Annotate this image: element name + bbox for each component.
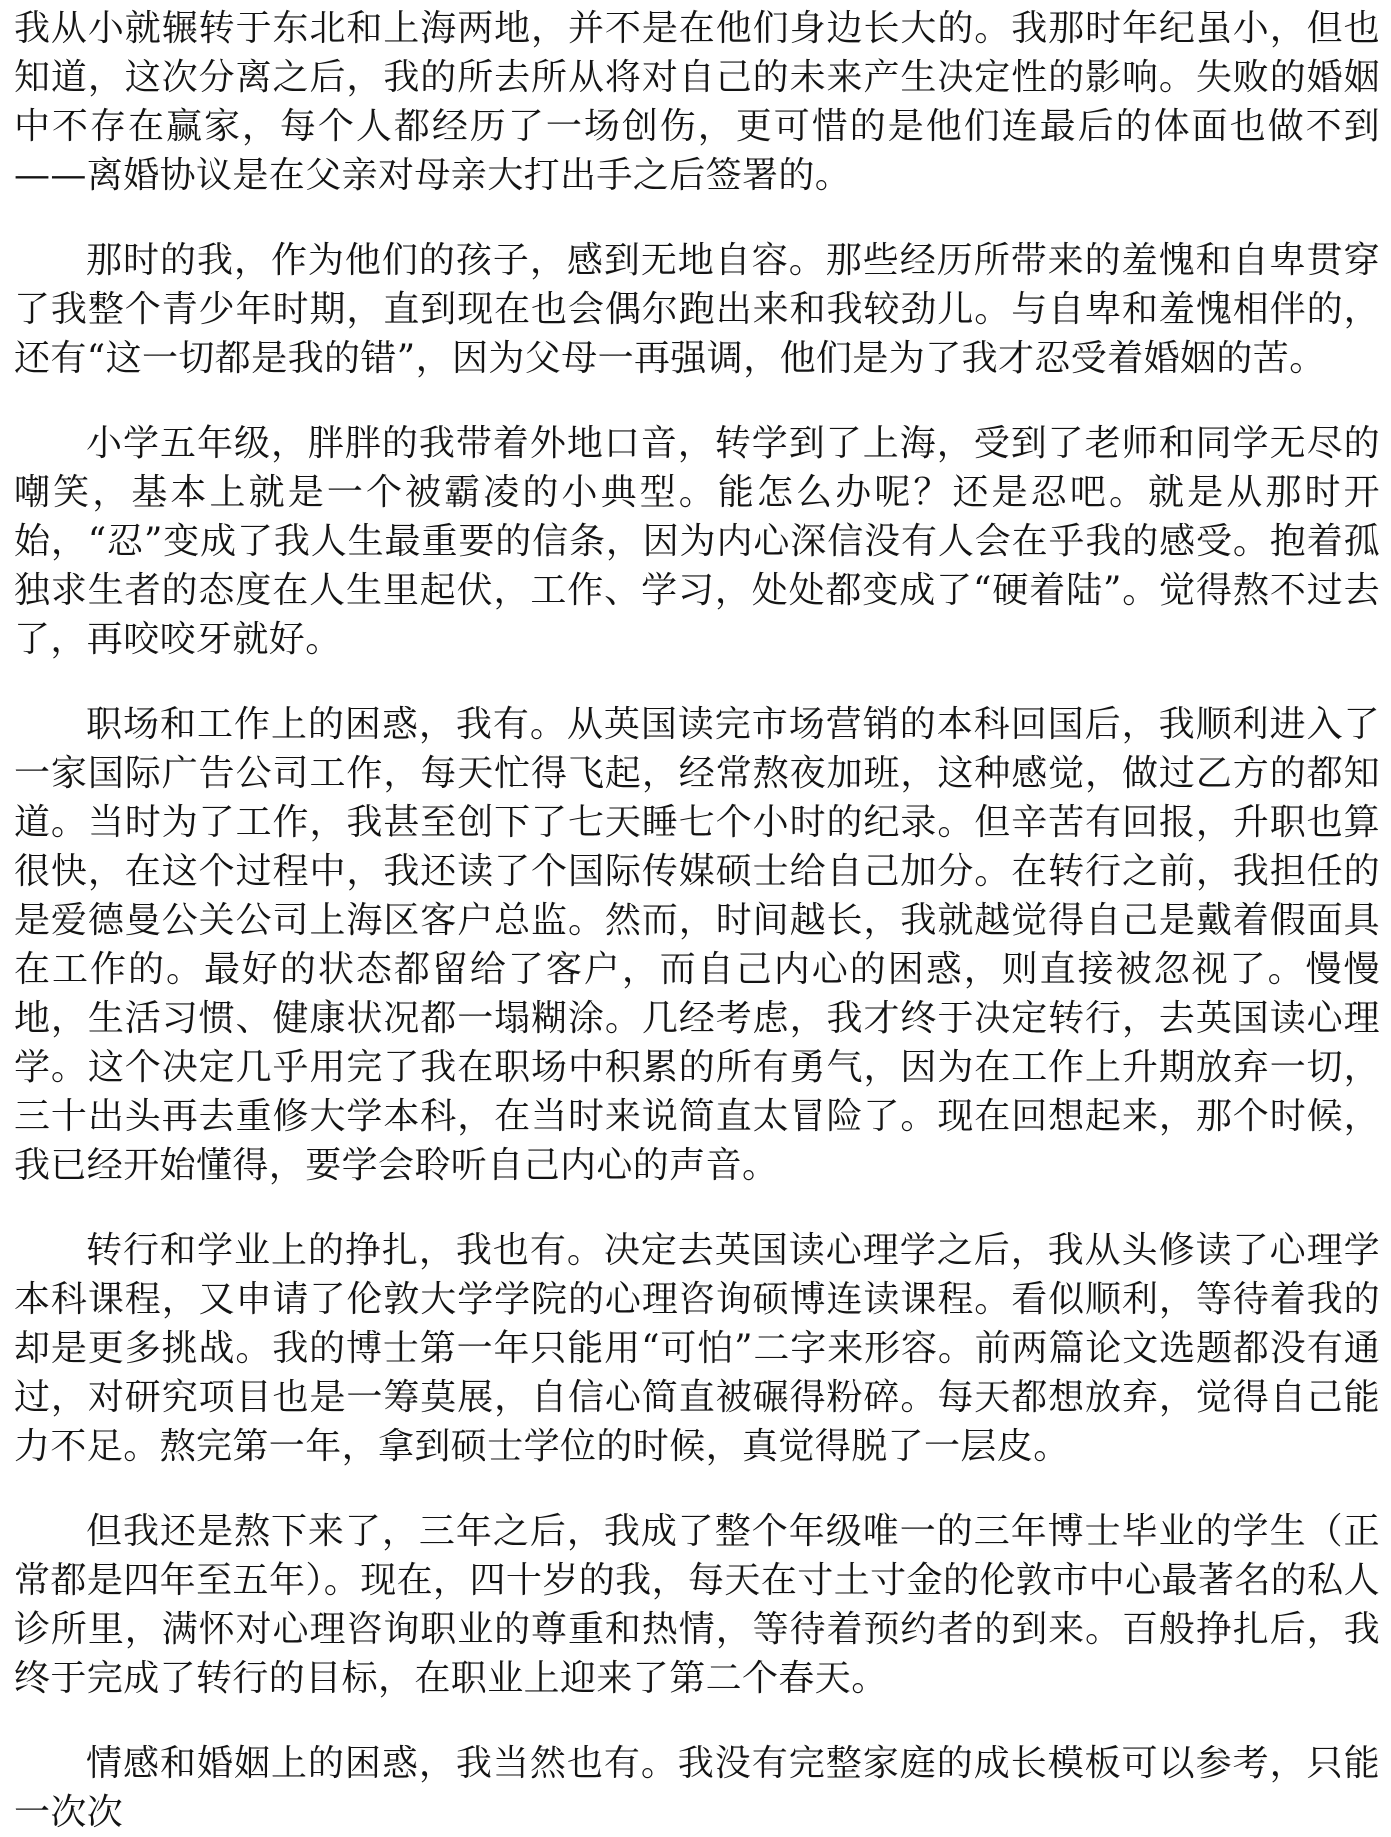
paragraph-4: 职场和工作上的困惑，我有。从英国读完市场营销的本科回国后，我顺利进入了一家国际广告公司工作，每天忙得飞起，经常熬夜加班，这种感觉，做过乙方的都知道。当时为了工作，我甚至创下了七天睡七个小时的纪录。但辛苦有回报，升职也算很快，在这个过程中，我还读了个国际传媒硕士给自己加分。在转行之前，我担任的是爱德曼公关公司上海区客户总监。然而，时间越长，我就越觉得自己是戴着假面具在工作的。最好的状态都留给了客户，而自己内心的困惑，则直接被忽视了。慢慢地，生活习惯、健康状况都一塌糊涂。几经考虑，我才终于决定转行，去英国读心理学。这个决定几乎用完了我在职场中积累的所有勇气，因为在工作上升期放弃一切，三十出头再去重修大学本科，在当时来说简直太冒险了。现在回想起来，那个时候，我已经开始懂得，要学会聆听自己内心的声音。: [14, 704, 1380, 1186]
paragraph-5: 转行和学业上的挣扎，我也有。决定去英国读心理学之后，我从头修读了心理学本科课程，又申请了伦敦大学学院的心理咨询硕博连读课程。看似顺利，等待着我的却是更多挑战。我的博士第一年只能用“可怕”二字来形容。前两篇论文选题都没有通过，对研究项目也是一筹莫展，自信心简直被碾得粉碎。每天都想放弃，觉得自己能力不足。熬完第一年，拿到硕士学位的时候，真觉得脱了一层皮。: [14, 1230, 1380, 1467]
paragraph-6: 但我还是熬下来了，三年之后，我成了整个年级唯一的三年博士毕业的学生（正常都是四年至五年）。现在，四十岁的我，每天在寸土寸金的伦敦市中心最著名的私人诊所里，满怀对心理咨询职业的尊重和热情，等待着预约者的到来。百般挣扎后，我终于完成了转行的目标，在职业上迎来了第二个春天。: [14, 1511, 1380, 1699]
paragraph-3: 小学五年级，胖胖的我带着外地口音，转学到了上海，受到了老师和同学无尽的嘲笑，基本上就是一个被霸凌的小典型。能怎么办呢？还是忍吧。就是从那时开始，“忍”变成了我人生最重要的信条，因为内心深信没有人会在乎我的感受。抱着孤独求生者的态度在人生里起伏，工作、学习，处处都变成了“硬着陆”。觉得熬不过去了，再咬咬牙就好。: [14, 423, 1380, 660]
paragraph-1: 我从小就辗转于东北和上海两地，并不是在他们身边长大的。我那时年纪虽小，但也知道，这次分离之后，我的所去所从将对自己的未来产生决定性的影响。失败的婚姻中不存在赢家，每个人都经历了一场创伤，更可惜的是他们连最后的体面也做不到——离婚协议是在父亲对母亲大打出手之后签署的。: [14, 8, 1380, 196]
document-body: [14, 4, 1380, 1837]
paragraph-2: 那时的我，作为他们的孩子，感到无地自容。那些经历所带来的羞愧和自卑贯穿了我整个青少年时期，直到现在也会偶尔跑出来和我较劲儿。与自卑和羞愧相伴的，还有“这一切都是我的错”，因为父母一再强调，他们是为了我才忍受着婚姻的苦。: [14, 240, 1380, 379]
paragraph-7: 情感和婚姻上的困惑，我当然也有。我没有完整家庭的成长模板可以参考，只能一次次: [14, 1743, 1380, 1833]
